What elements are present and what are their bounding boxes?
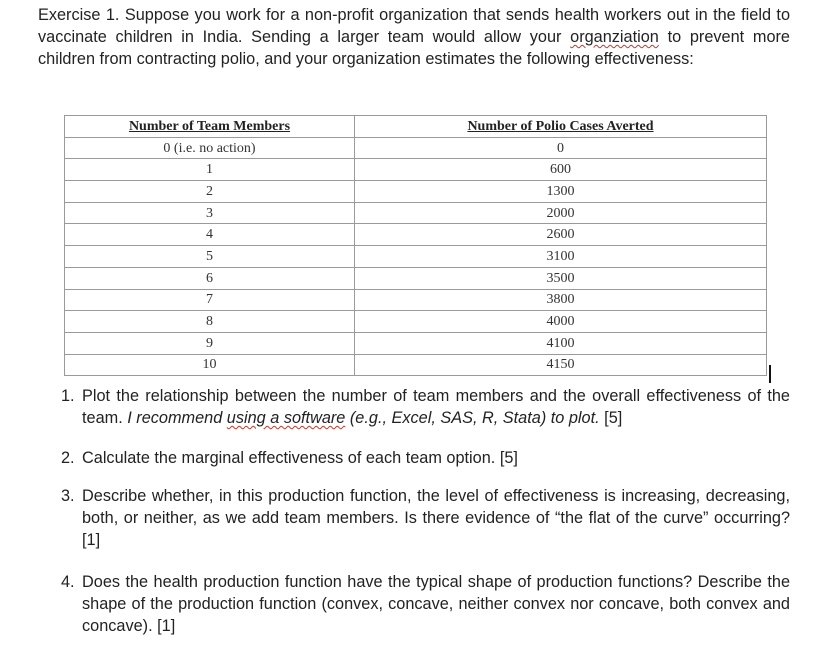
team-members-cell: 8: [65, 311, 355, 333]
cases-averted-cell: 2000: [355, 202, 767, 224]
question-list: [38, 385, 790, 637]
recommend-text: I recommend: [127, 409, 227, 427]
team-members-cell: 4: [65, 224, 355, 246]
table-row: [65, 224, 767, 246]
exercise-intro: [38, 4, 790, 70]
question-number: 3.: [61, 487, 75, 505]
header-cases-averted: Number of Polio Cases Averted: [355, 116, 767, 138]
table-row: [65, 159, 767, 181]
question-1-text: Plot the relationship between the number of team members and the overall effectiveness of the team.: [82, 387, 790, 427]
effectiveness-table-container: [64, 115, 766, 376]
question-1-recommendation: [127, 409, 599, 427]
table-row: [65, 311, 767, 333]
cases-averted-cell: 1300: [355, 181, 767, 203]
team-members-cell: 3: [65, 202, 355, 224]
spellcheck-flagged-word[interactable]: organziation: [570, 28, 659, 46]
team-members-cell: 1: [65, 159, 355, 181]
table-row: [65, 181, 767, 203]
question-text: Describe whether, in this production function, the level of effectiveness is increasing, decreasing, both, or neither, as we add team members. Is there evidence of “the flat of the curve” occurring? [1]: [82, 487, 790, 549]
team-members-cell: 6: [65, 267, 355, 289]
table-row: [65, 202, 767, 224]
table-row: [65, 137, 767, 159]
spellcheck-flagged-phrase[interactable]: using a software: [226, 409, 346, 427]
cases-averted-cell: 4150: [355, 354, 767, 376]
intro-text-after: to prevent more children from contracting polio, and your organization estimates the following effectiveness:: [38, 28, 790, 68]
question-1-points: [5]: [599, 409, 623, 427]
team-members-cell: 0 (i.e. no action): [65, 137, 355, 159]
table-row: [65, 332, 767, 354]
question-item: [38, 385, 790, 429]
recommend-examples: (e.g., Excel, SAS, R, Stata) to plot.: [345, 409, 600, 427]
question-text: Calculate the marginal effectiveness of each team option. [5]: [82, 449, 518, 467]
question-number: 2.: [61, 449, 75, 467]
cases-averted-cell: 3500: [355, 267, 767, 289]
cases-averted-cell: 3800: [355, 289, 767, 311]
text-cursor: [769, 365, 771, 383]
table-row: [65, 267, 767, 289]
team-members-cell: 9: [65, 332, 355, 354]
cases-averted-cell: 3100: [355, 246, 767, 268]
question-number: 1.: [61, 387, 75, 405]
question-number: 4.: [61, 573, 75, 591]
team-members-cell: 10: [65, 354, 355, 376]
table-row: [65, 246, 767, 268]
effectiveness-table: [64, 115, 767, 376]
question-text: Does the health production function have the typical shape of production functions? Describe the shape of the production function (convex, concave, neither convex nor concave, both convex and concave). [1]: [82, 573, 790, 635]
cases-averted-cell: 0: [355, 137, 767, 159]
table-row: [65, 289, 767, 311]
cases-averted-cell: 4100: [355, 332, 767, 354]
cases-averted-cell: 600: [355, 159, 767, 181]
table-header-row: [65, 116, 767, 138]
intro-text-before: Exercise 1. Suppose you work for a non-profit organization that sends health workers out in the field to vaccinate children in India. Sending a larger team would allow your: [38, 6, 790, 46]
question-item: [38, 485, 790, 551]
question-item: [38, 571, 790, 637]
cases-averted-cell: 2600: [355, 224, 767, 246]
team-members-cell: 5: [65, 246, 355, 268]
team-members-cell: 2: [65, 181, 355, 203]
team-members-cell: 7: [65, 289, 355, 311]
question-text: [82, 387, 790, 427]
cases-averted-cell: 4000: [355, 311, 767, 333]
table-row: [65, 354, 767, 376]
header-team-members: Number of Team Members: [65, 116, 355, 138]
question-item: [38, 447, 790, 469]
